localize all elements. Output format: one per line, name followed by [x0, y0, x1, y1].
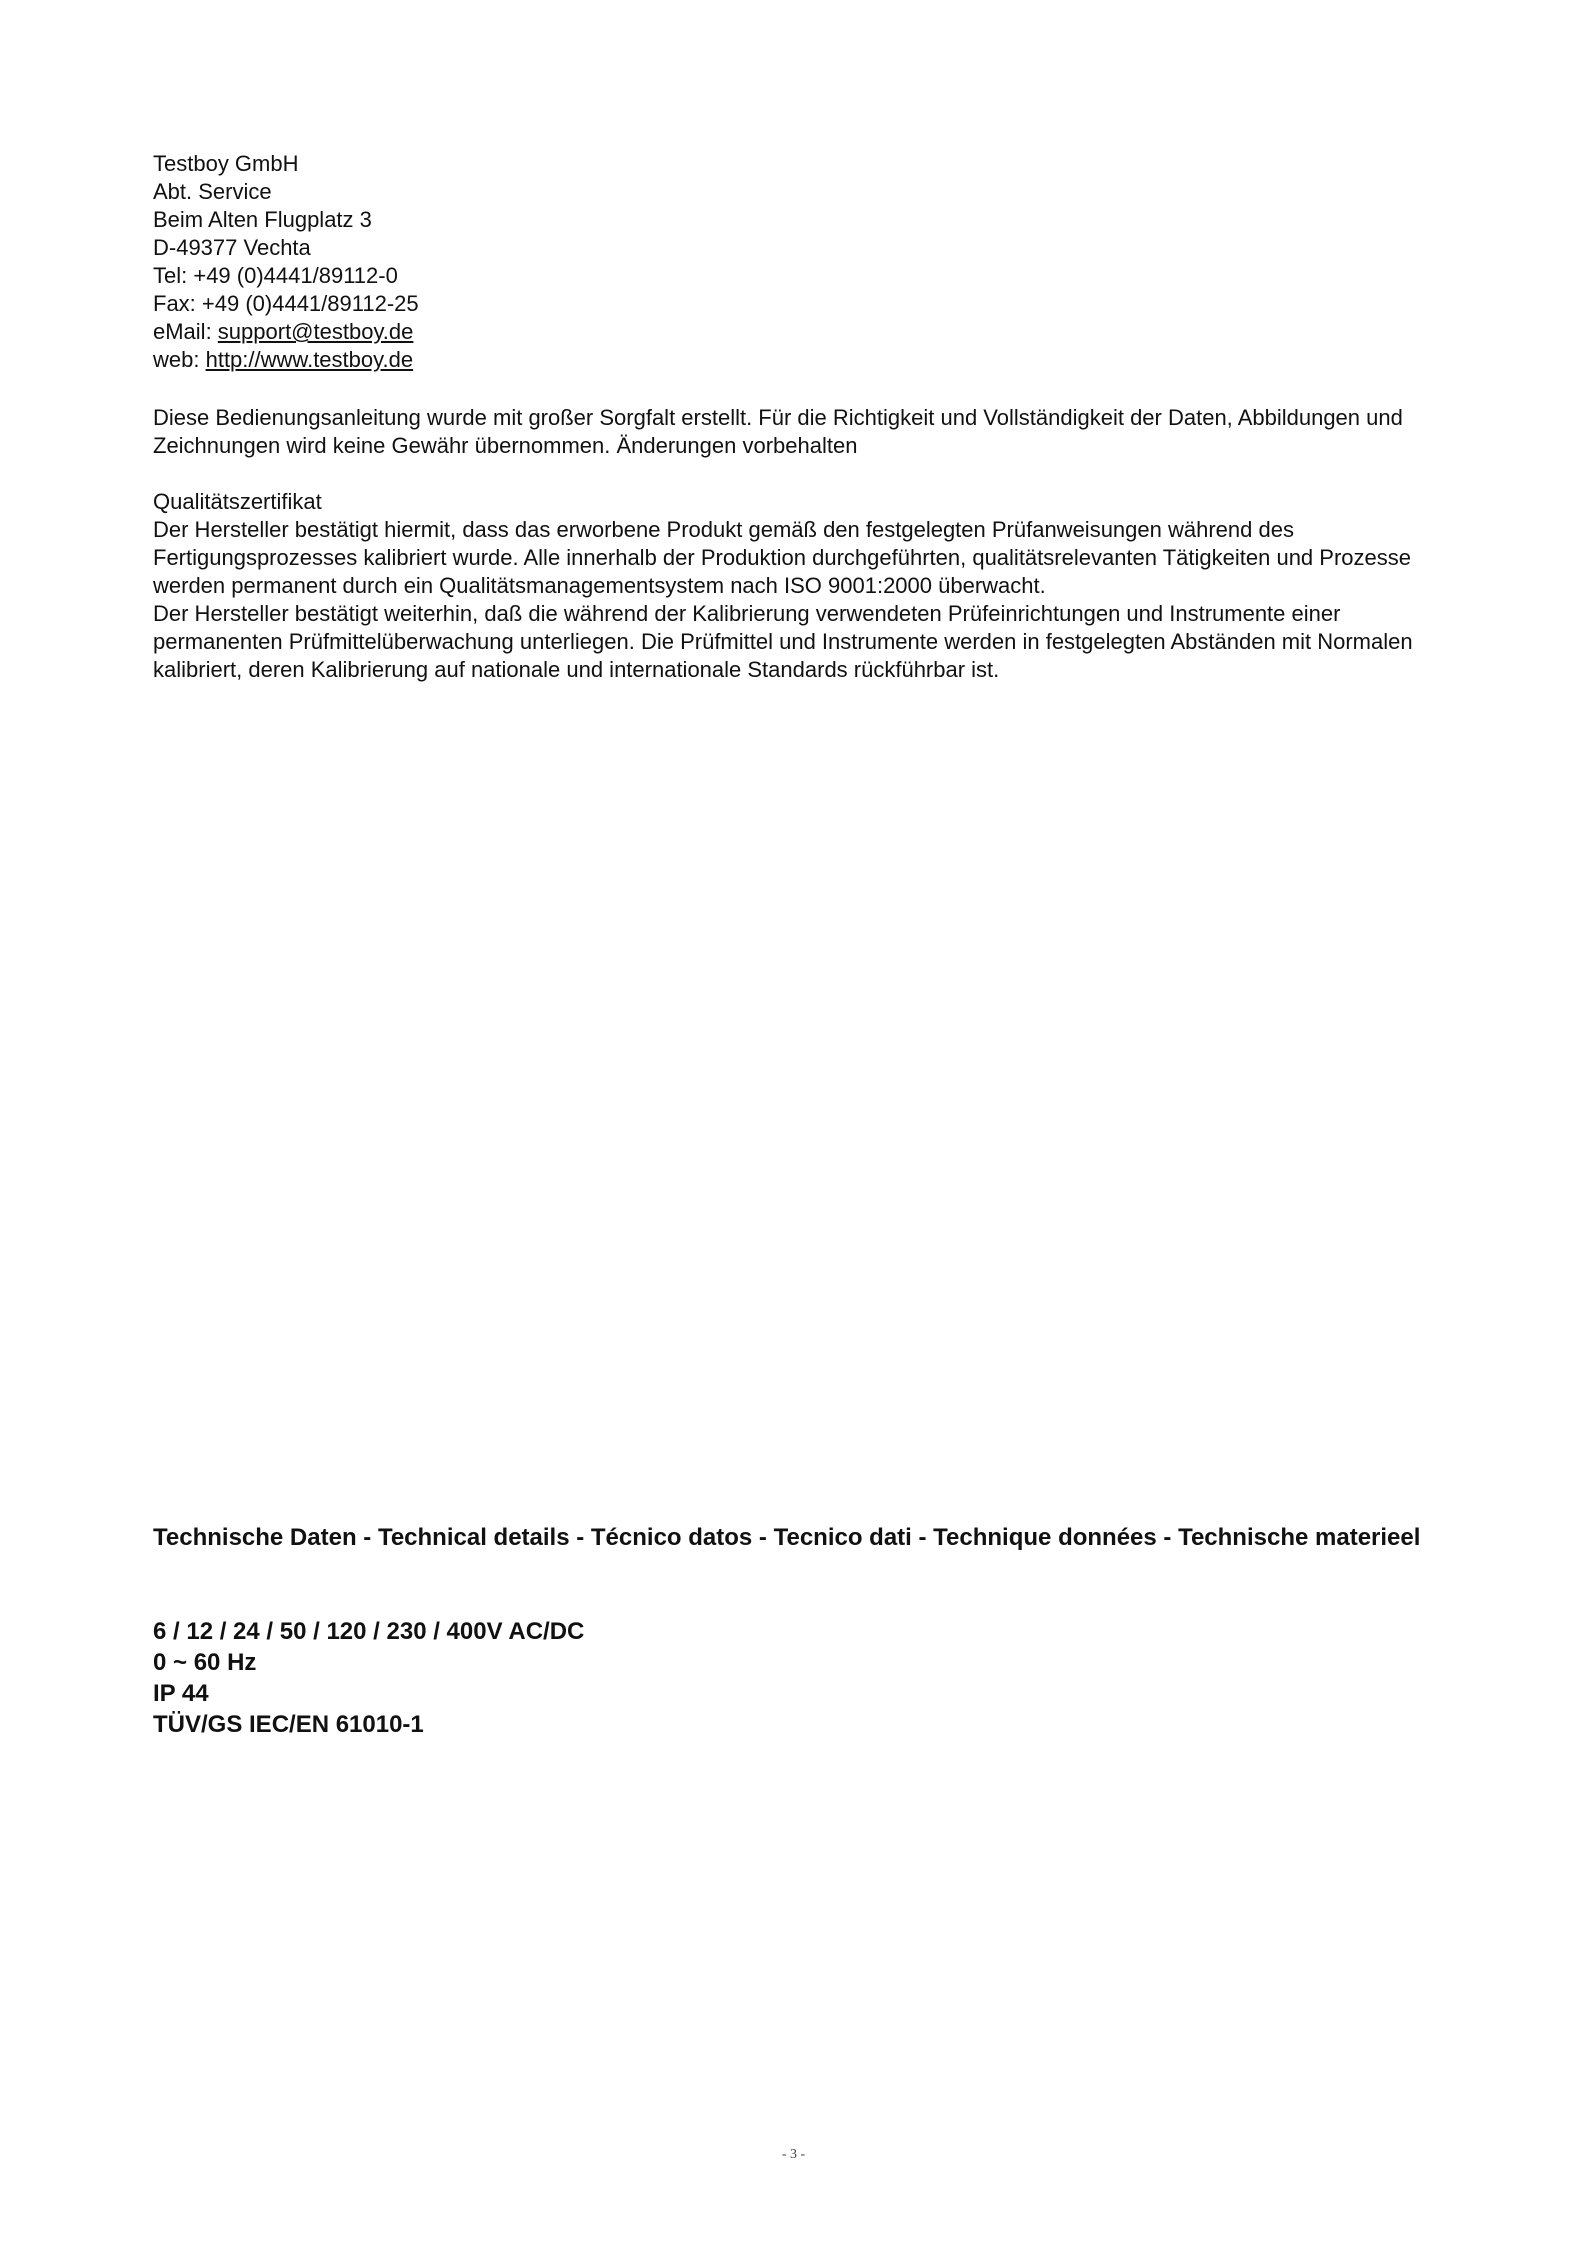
quality-certificate-heading: Qualitätszertifikat — [153, 489, 322, 514]
web-line — [153, 346, 419, 374]
street: Beim Alten Flugplatz 3 — [153, 207, 372, 232]
quality-paragraph-1: Der Hersteller bestätigt hiermit, dass das erworbene Produkt gemäß den festgelegten Prüfanweisungen während des Fertigungsprozesses kalibriert wurde. Alle innerhalb der Produktion durchgeführten, qualitätsrelevanten Tätigkeiten und Prozesse werden permanent durch ein Qualitätsmanagementsystem nach ISO 9001:2000 überwacht. — [153, 517, 1411, 598]
technical-specs — [153, 1616, 584, 1740]
telephone: Tel: +49 (0)4441/89112-0 — [153, 263, 398, 288]
quality-paragraph-2: Der Hersteller bestätigt weiterhin, daß die während der Kalibrierung verwendeten Prüfeinrichtungen und Instrumente einer permanenten Prüfmittelüberwachung unterliegen. Die Prüfmittel und Instrumente werden in festgelegten Abständen mit Normalen kalibriert, deren Kalibrierung auf nationale und internationale Standards rückführbar ist. — [153, 601, 1413, 682]
spec-protection: IP 44 — [153, 1680, 209, 1707]
quality-certificate-section — [153, 488, 1453, 684]
department: Abt. Service — [153, 179, 272, 204]
address-block — [153, 150, 419, 374]
spec-frequency: 0 ~ 60 Hz — [153, 1649, 257, 1676]
email-label: eMail: — [153, 319, 218, 344]
spec-certification: TÜV/GS IEC/EN 61010-1 — [153, 1711, 424, 1738]
disclaimer-paragraph: Diese Bedienungsanleitung wurde mit großer Sorgfalt erstellt. Für die Richtigkeit und Vollständigkeit der Daten, Abbildungen und Zeichnungen wird keine Gewähr übernommen. Änderungen vorbehalten — [153, 405, 1403, 458]
fax: Fax: +49 (0)4441/89112-25 — [153, 291, 419, 316]
email-line — [153, 318, 419, 346]
technical-data-heading: Technische Daten - Technical details - Técnico datos - Tecnico dati - Technique données - Technische materieel — [153, 1524, 1421, 1551]
web-link[interactable]: http://www.testboy.de — [205, 347, 414, 372]
city: D-49377 Vechta — [153, 235, 311, 260]
company-name: Testboy GmbH — [153, 151, 299, 176]
web-label: web: — [153, 347, 206, 372]
email-link[interactable]: support@testboy.de — [217, 319, 414, 344]
spec-voltage: 6 / 12 / 24 / 50 / 120 / 230 / 400V AC/DC — [153, 1618, 585, 1645]
page-number: - 3 - — [781, 2147, 806, 2162]
